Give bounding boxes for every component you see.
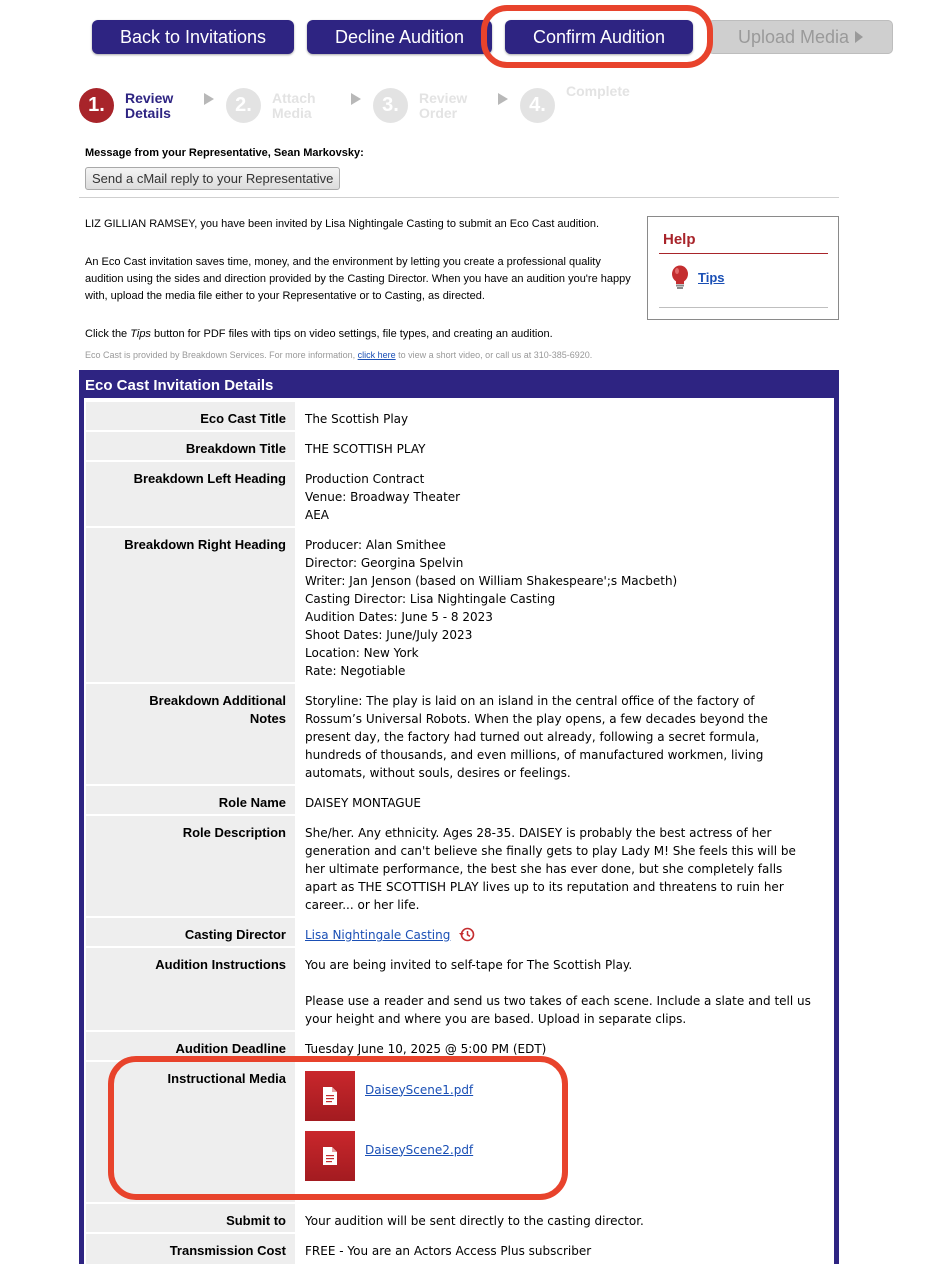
value-line: Location: New York	[305, 646, 419, 660]
table-row	[86, 786, 832, 814]
value-line: AEA	[305, 508, 329, 522]
step-number: 1.	[79, 88, 114, 123]
value-line: Writer: Jan Jenson (based on William Shakespeare';s Macbeth)	[305, 574, 678, 588]
decline-audition-button[interactable]: Decline Audition	[307, 20, 492, 54]
fineprint-text: to view a short video, or call us at 310-385-6920.	[395, 350, 593, 360]
step-arrow-icon	[351, 93, 361, 105]
value-line: Production Contract	[305, 472, 425, 486]
step-label-line: Order	[419, 104, 458, 121]
lightbulb-icon	[669, 265, 691, 291]
row-value: FREE - You are an Actors Access Plus subscriber	[305, 1244, 592, 1258]
eco-cast-description: An Eco Cast invitation saves time, money, and the environment by letting you create a professional quality audition using the sides and direction provided by the Casting Director. When you have an audition you're happy with, upload the media file either to your Representative or to Casting, as directed.	[85, 256, 631, 302]
row-label	[86, 684, 295, 784]
row-label: Audition Instructions	[86, 948, 295, 1030]
value-line: Please use a reader and send us two takes of each scene. Include a slate and tell us	[305, 994, 811, 1008]
fineprint-text: Eco Cast is provided by Breakdown Services. For more information,	[85, 350, 358, 360]
table-row	[86, 948, 832, 1030]
label-line: Breakdown Additional	[149, 693, 286, 708]
table-row	[86, 462, 832, 526]
value-line: Venue: Broadway Theater	[305, 490, 461, 504]
row-label: Role Name	[86, 786, 295, 814]
media-file-link[interactable]: DaiseyScene1.pdf	[365, 1082, 474, 1097]
value-line: Producer: Alan Smithee	[305, 538, 446, 552]
invitation-intro: LIZ GILLIAN RAMSEY, you have been invited by Lisa Nightingale Casting to submit an Eco Cast audition.	[85, 218, 600, 230]
table-row	[86, 684, 832, 784]
step-label	[272, 91, 338, 121]
media-item[interactable]	[305, 1131, 822, 1181]
row-label: Breakdown Title	[86, 432, 295, 460]
value-line: Shoot Dates: June/July 2023	[305, 628, 473, 642]
step-review-order	[373, 88, 485, 123]
table-row	[86, 1204, 832, 1232]
step-label-line: Media	[272, 104, 312, 121]
table-row	[86, 528, 832, 682]
table-row	[86, 1062, 832, 1202]
tips-instructions	[85, 326, 638, 343]
step-complete	[520, 83, 646, 123]
send-cmail-button[interactable]: Send a cMail reply to your Representative	[85, 167, 340, 190]
value-line: automats, without souls, desires or feelings.	[305, 766, 571, 780]
row-label: Breakdown Left Heading	[86, 462, 295, 526]
value-line: your height and where you are based. Upload in separate clips.	[305, 1012, 687, 1026]
history-icon[interactable]	[458, 927, 475, 942]
pdf-file-icon	[305, 1131, 355, 1181]
step-label-line: Attach	[272, 89, 316, 106]
row-value	[298, 918, 832, 946]
help-box	[647, 216, 839, 320]
row-label: Eco Cast Title	[86, 402, 295, 430]
value-line: hundreds of thousands, and even millions, of manufactured workmen, living	[305, 748, 764, 762]
row-value	[298, 816, 832, 916]
row-label: Role Description	[86, 816, 295, 916]
step-number: 2.	[226, 88, 261, 123]
value-line: Audition Dates: June 5 - 8 2023	[305, 610, 493, 624]
row-value	[298, 1062, 832, 1202]
row-value: DAISEY MONTAGUE	[305, 796, 421, 810]
step-review-details	[79, 88, 191, 123]
representative-message-label: Message from your Representative, Sean Markovsky:	[85, 147, 364, 159]
value-line: You are being invited to self-tape for The Scottish Play.	[305, 958, 633, 972]
value-line: Rossum’s Universal Robots. When the play opens, a few decades beyond the	[305, 712, 768, 726]
help-divider	[659, 307, 828, 308]
step-attach-media	[226, 88, 338, 123]
value-line: Rate: Negotiable	[305, 664, 406, 678]
upload-media-label: Upload Media	[737, 26, 850, 47]
step-arrow-icon	[204, 93, 214, 105]
pdf-file-icon	[305, 1071, 355, 1121]
table-row	[86, 432, 832, 460]
row-value	[298, 462, 832, 526]
step-label-line: Review	[125, 89, 174, 106]
row-label: Transmission Cost	[86, 1234, 295, 1264]
step-number: 3.	[373, 88, 408, 123]
value-line	[305, 974, 822, 992]
help-divider	[659, 253, 828, 254]
eco-cast-fineprint	[85, 350, 592, 360]
invitation-details-panel	[79, 370, 839, 1264]
step-label-line: Complete	[566, 83, 630, 99]
row-label: Instructional Media	[86, 1062, 295, 1202]
value-line: generation and can't believe she finally gets to play Lady M! She feels this will be	[305, 844, 796, 858]
row-value	[298, 528, 832, 682]
row-value: Your audition will be sent directly to the casting director.	[305, 1214, 644, 1228]
table-row	[86, 816, 832, 916]
row-value	[298, 684, 832, 784]
row-label: Submit to	[86, 1204, 295, 1232]
row-label: Casting Director	[86, 918, 295, 946]
value-line: present day, the factory had turned out already, following a secret formula,	[305, 730, 760, 744]
value-line: Director: Georgina Spelvin	[305, 556, 464, 570]
click-here-link[interactable]: click here	[357, 350, 396, 360]
tips-instructions-text: button for PDF files with tips on video settings, file types, and creating an audition.	[150, 328, 553, 340]
tips-instructions-text: Click the	[85, 328, 131, 340]
step-arrow-icon	[498, 93, 508, 105]
table-row	[86, 402, 832, 430]
tips-emphasis: Tips	[130, 328, 151, 340]
media-file-link[interactable]: DaiseyScene2.pdf	[365, 1142, 474, 1157]
step-label-line: Review	[419, 89, 468, 106]
divider	[79, 197, 839, 198]
table-row	[86, 1032, 832, 1060]
row-value: Tuesday June 10, 2025 @ 5:00 PM (EDT)	[305, 1042, 547, 1056]
upload-media-button[interactable]	[708, 20, 893, 54]
value-line: career... or her life.	[305, 898, 420, 912]
tips-link[interactable]: Tips	[698, 270, 725, 285]
row-label: Audition Deadline	[86, 1032, 295, 1060]
label-line: Notes	[249, 711, 286, 726]
details-table	[84, 398, 834, 1264]
step-label-line: Details	[125, 104, 171, 121]
row-value: THE SCOTTISH PLAY	[305, 442, 426, 456]
step-label	[419, 91, 485, 121]
value-line: apart as THE SCOTTISH PLAY lives up to its reputation and threatens to ruin her	[305, 880, 784, 894]
table-row	[86, 1234, 832, 1264]
value-line: She/her. Any ethnicity. Ages 28-35. DAISEY is probably the best actress of her	[305, 826, 772, 840]
arrow-right-icon	[855, 31, 863, 43]
row-value	[298, 948, 832, 1030]
help-title: Help	[663, 231, 696, 248]
confirm-audition-button[interactable]: Confirm Audition	[505, 20, 693, 54]
row-value: The Scottish Play	[305, 412, 409, 426]
step-label	[566, 84, 646, 99]
step-label	[125, 91, 191, 121]
table-row	[86, 918, 832, 946]
value-line: Casting Director: Lisa Nightingale Casting	[305, 592, 556, 606]
row-label: Breakdown Right Heading	[86, 528, 295, 682]
media-item[interactable]	[305, 1071, 822, 1121]
value-line: her ultimate performance, the best she has ever done, but she completely falls	[305, 862, 783, 876]
back-to-invitations-button[interactable]: Back to Invitations	[92, 20, 294, 54]
casting-director-link[interactable]: Lisa Nightingale Casting	[305, 928, 451, 942]
step-number: 4.	[520, 88, 555, 123]
value-line: Storyline: The play is laid on an island in the central office of the factory of	[305, 694, 755, 708]
details-title: Eco Cast Invitation Details	[85, 377, 274, 394]
